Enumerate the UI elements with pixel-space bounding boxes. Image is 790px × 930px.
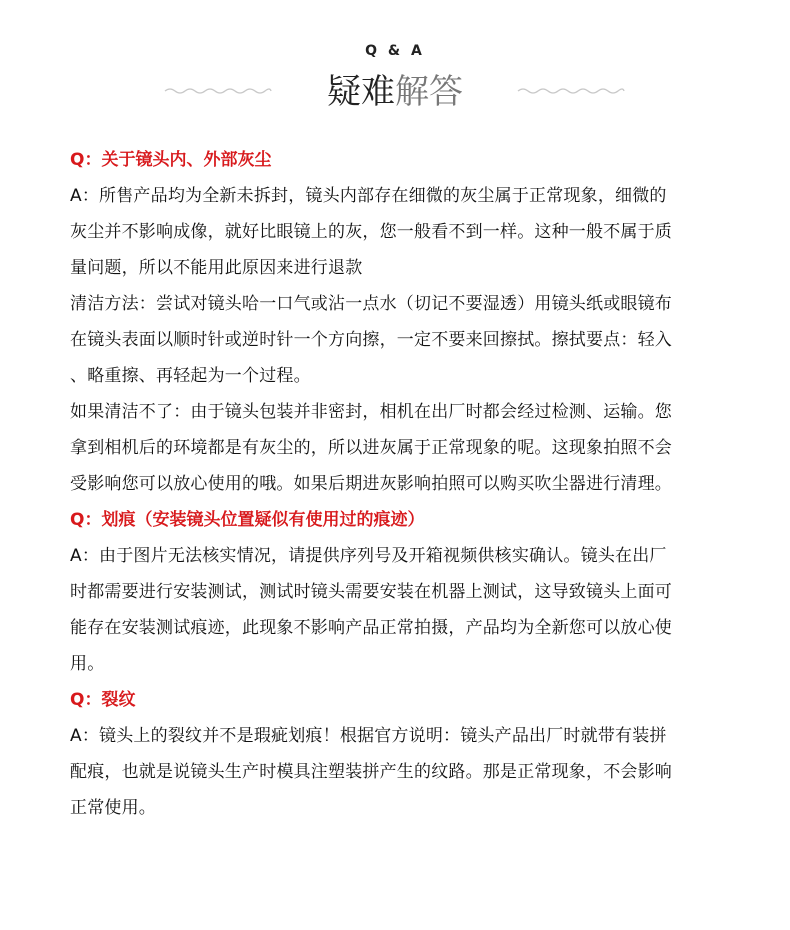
question-scratch: Q：划痕（安装镜头位置疑似有使用过的痕迹）	[70, 510, 425, 530]
qa-eyebrow: Q & A	[365, 43, 425, 59]
text-line: 正常使用。	[70, 798, 156, 818]
text-line: 量问题，所以不能用此原因来进行退款	[70, 258, 363, 278]
answer-scratch	[70, 538, 740, 682]
text-line: 时都需要进行安装测试，测试时镜头需要安装在机器上测试，这导致镜头上面可	[70, 582, 672, 602]
cleaning-method	[70, 286, 740, 394]
text-line: 如果清洁不了：由于镜头包装并非密封，相机在出厂时都会经过检测、运输。您	[70, 402, 672, 422]
text-line: 拿到相机后的环境都是有灰尘的，所以进灰属于正常现象的呢。这现象拍照不会	[70, 438, 672, 458]
text-line: 、略重擦、再轻起为一个过程。	[70, 366, 311, 386]
text-line: 用。	[70, 654, 105, 674]
header	[0, 0, 790, 130]
text-line: 灰尘并不影响成像，就好比眼镜上的灰，您一般看不到一样。这种一般不属于质	[70, 222, 672, 242]
answer-crack	[70, 718, 740, 826]
text-line: A：由于图片无法核实情况，请提供序列号及开箱视频供核实确认。镜头在出厂	[70, 546, 667, 566]
text-line: 能存在安装测试痕迹，此现象不影响产品正常拍摄，产品均为全新您可以放心使	[70, 618, 672, 638]
title-part-1: 疑难	[327, 72, 395, 112]
answer-dust	[70, 178, 740, 286]
question-dust: Q：关于镜头内、外部灰尘	[70, 150, 272, 170]
if-cannot-clean	[70, 394, 740, 502]
text-line: 清洁方法：尝试对镜头哈一口气或沾一点水（切记不要湿透）用镜头纸或眼镜布	[70, 294, 672, 314]
question-crack: Q：裂纹	[70, 690, 136, 710]
text-line: 配痕，也就是说镜头生产时模具注塑装拼产生的纹路。那是正常现象，不会影响	[70, 762, 672, 782]
page-title	[0, 70, 790, 114]
text-line: A：镜头上的裂纹并不是瑕疵划痕！根据官方说明：镜头产品出厂时就带有装拼	[70, 726, 667, 746]
qa-content	[70, 142, 740, 826]
right-wave-decoration	[516, 85, 626, 97]
title-part-2: 解答	[395, 72, 463, 112]
text-line: 在镜头表面以顺时针或逆时针一个方向擦，一定不要来回擦拭。擦拭要点：轻入	[70, 330, 672, 350]
text-line: 受影响您可以放心使用的哦。如果后期进灰影响拍照可以购买吹尘器进行清理。	[70, 474, 672, 494]
text-line: A：所售产品均为全新未拆封，镜头内部存在细微的灰尘属于正常现象，细微的	[70, 186, 667, 206]
